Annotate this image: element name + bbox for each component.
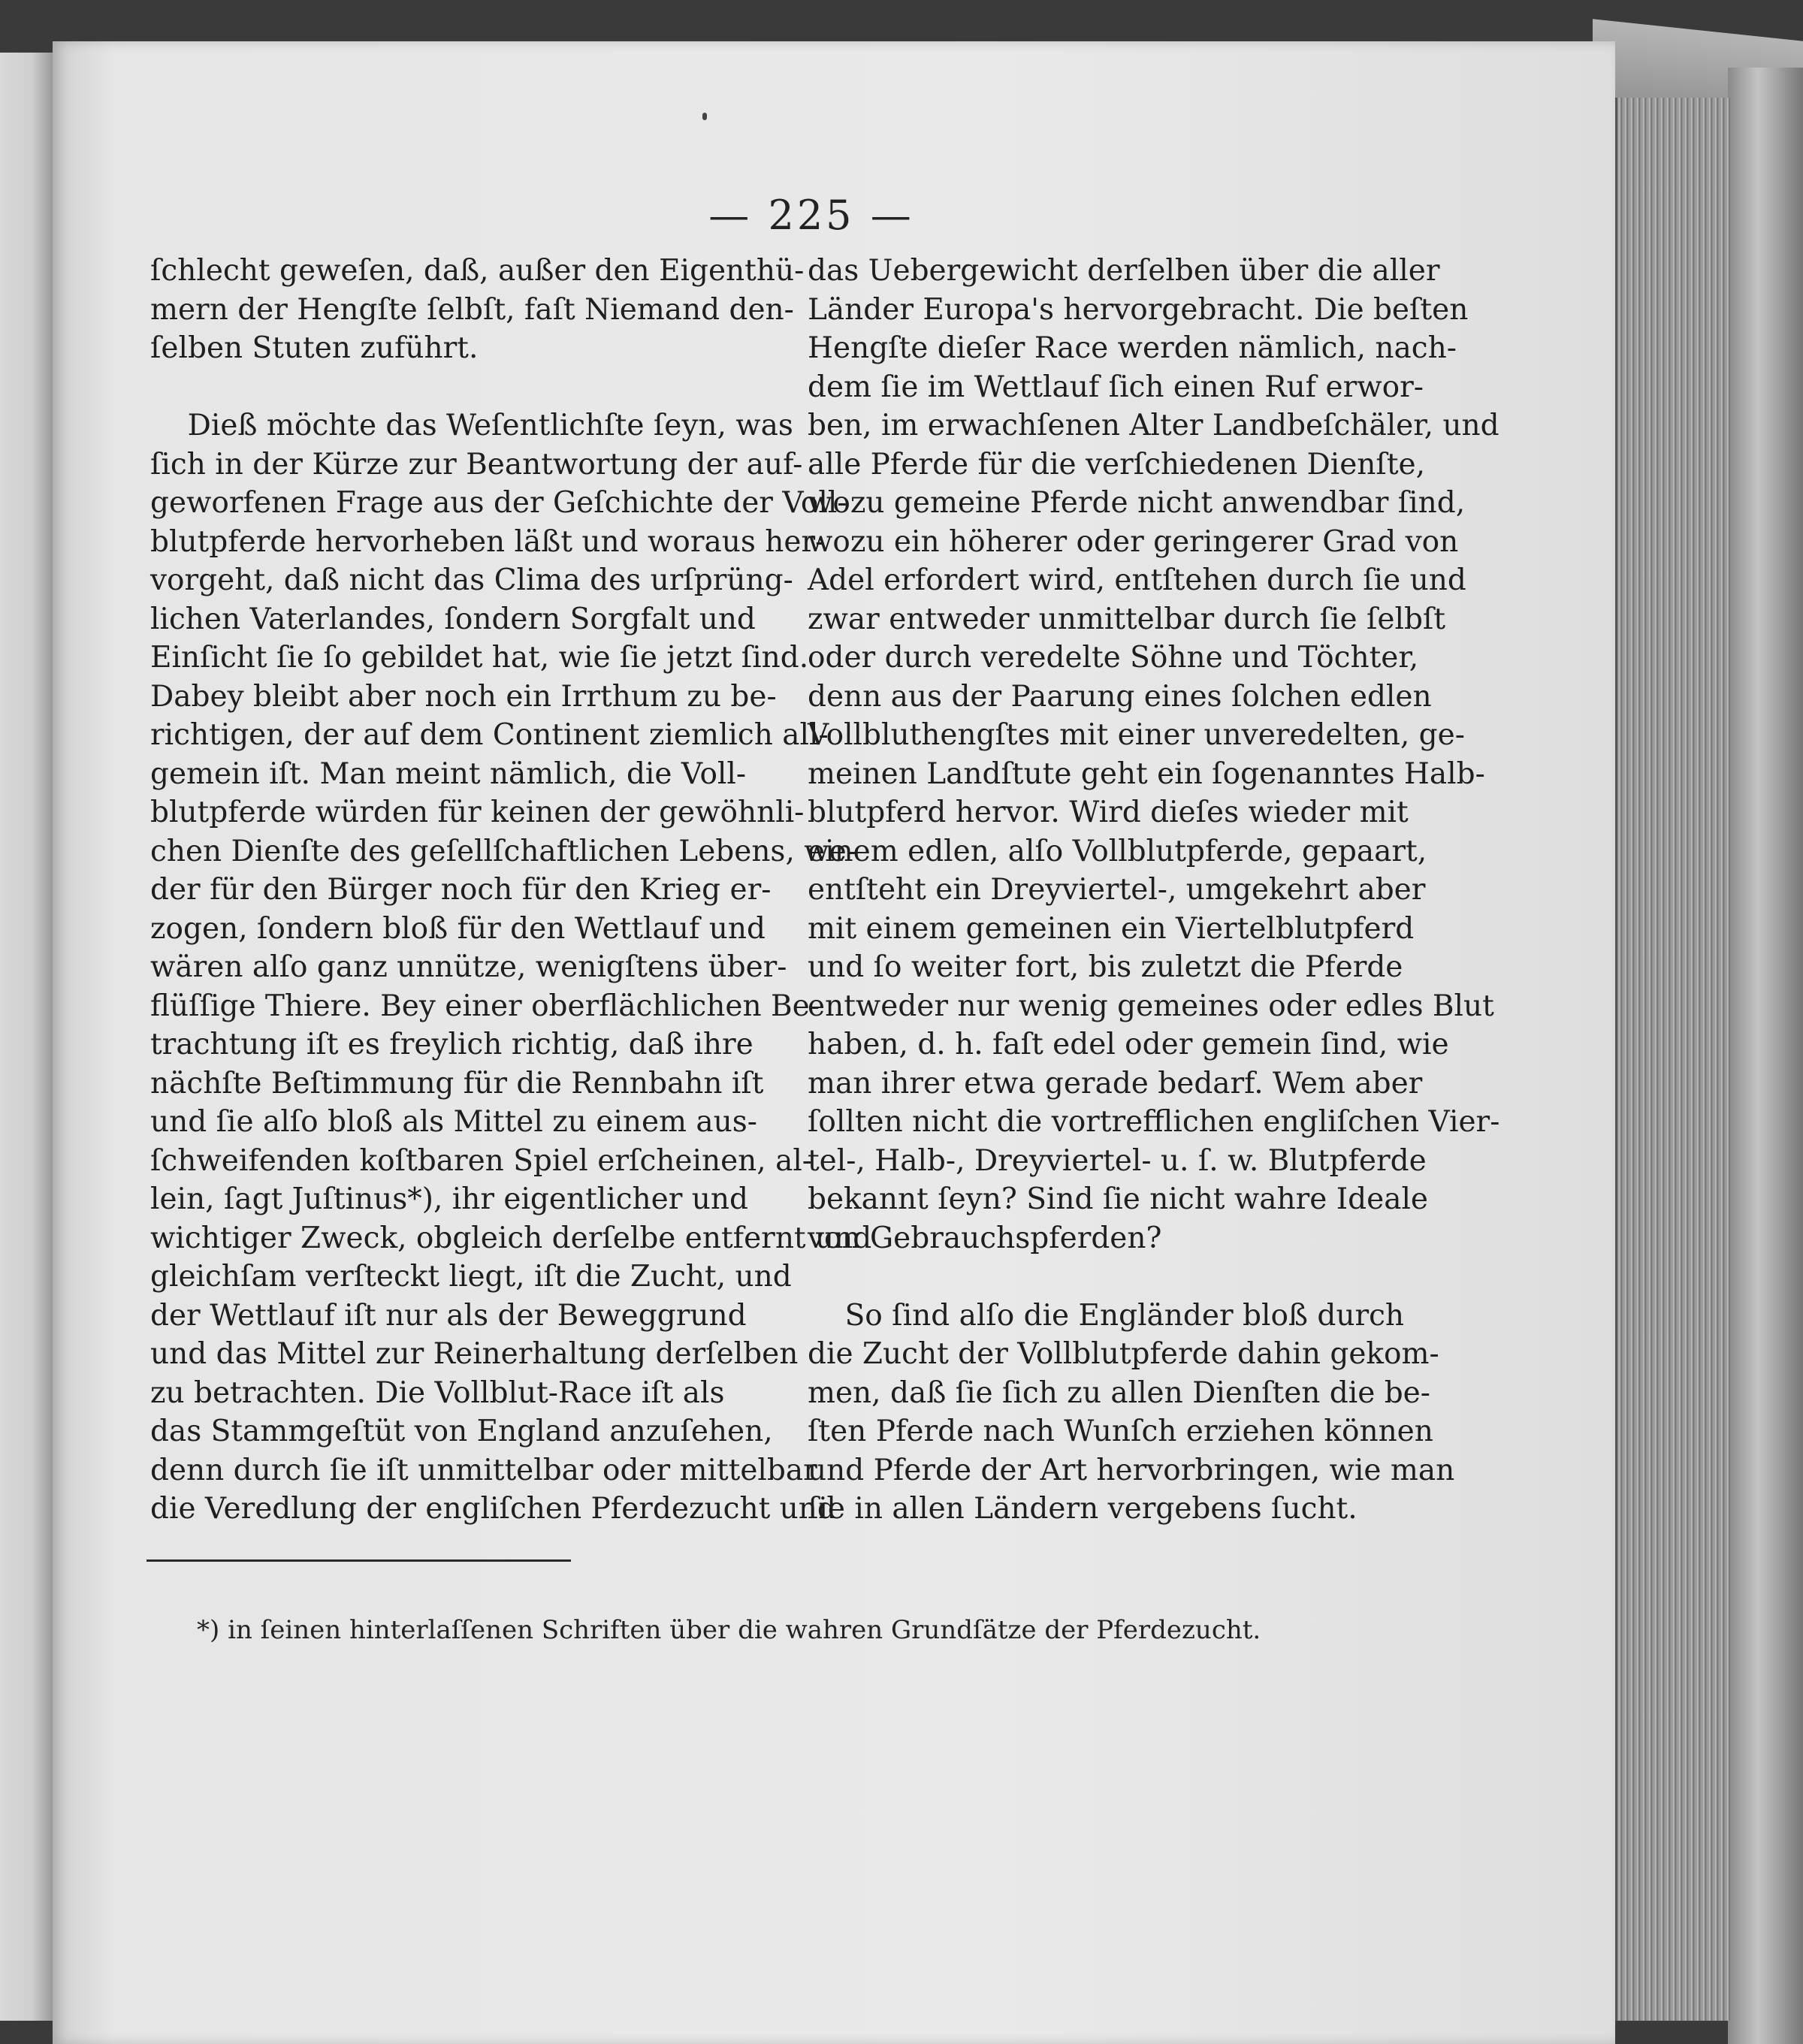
text-line: mit einem gemeinen ein Viertelblutpferd bbox=[808, 911, 1415, 946]
text-line: ben, im erwachſenen Alter Landbeſchäler, und bbox=[808, 409, 1499, 442]
text-line: entſteht ein Dreyviertel-, umgekehrt aber bbox=[808, 873, 1426, 907]
text-line: Vollbluthengſtes mit einer unveredelten, ge- bbox=[808, 718, 1465, 752]
text-line: die Zucht der Vollblutpferde dahin gekom- bbox=[808, 1337, 1439, 1371]
text-line: vorgeht, daß nicht das Clima des urſprüng- bbox=[150, 563, 793, 597]
text-line: tel-, Halb-, Dreyviertel- u. ſ. w. Blutpferde bbox=[808, 1143, 1427, 1178]
text-line: alle Pferde für die verſchiedenen Dienſte, bbox=[808, 447, 1426, 482]
text-line: wären alſo ganz unnütze, wenigſtens über- bbox=[150, 950, 787, 984]
text-line: denn durch ſie iſt unmittelbar oder mittelbar bbox=[150, 1453, 817, 1487]
text-line: Dieß möchte das Weſentlichſte ſeyn, was bbox=[150, 409, 793, 442]
text-line: flüſſige Thiere. Bey einer oberflächlichen Be- bbox=[150, 989, 820, 1023]
text-line: wozu gemeine Pferde nicht anwendbar ſind, bbox=[808, 486, 1466, 520]
text-line: ſchlecht geweſen, daß, außer den Eigenthü- bbox=[150, 254, 805, 288]
text-line: ſollten nicht die vortrefflichen engliſchen Vier- bbox=[808, 1105, 1500, 1139]
text-line: und ſo weiter fort, bis zuletzt die Pferde bbox=[808, 950, 1403, 984]
paragraph-gap bbox=[150, 368, 781, 407]
text-line: gemein iſt. Man meint nämlich, die Voll- bbox=[150, 756, 747, 791]
footnote-rule bbox=[146, 1559, 571, 1562]
text-line: So ſind alſo die Engländer bloß durch bbox=[808, 1298, 1405, 1333]
ink-speck bbox=[702, 113, 707, 120]
text-line: und das Mittel zur Reinerhaltung derſelben bbox=[150, 1337, 799, 1371]
text-line: ſie in allen Ländern vergebens ſucht. bbox=[808, 1492, 1358, 1526]
text-line: der Wettlauf iſt nur als der Beweggrund bbox=[150, 1298, 747, 1333]
text-line: meinen Landſtute geht ein ſogenanntes Halb- bbox=[808, 756, 1485, 791]
text-line: ſelben Stuten zuführt. bbox=[150, 331, 479, 365]
text-line: Hengſte dieſer Race werden nämlich, nach- bbox=[808, 331, 1457, 365]
text-line: Dabey bleibt aber noch ein Irrthum zu be- bbox=[150, 679, 777, 714]
text-line: die Veredlung der engliſchen Pferdezucht und bbox=[150, 1492, 836, 1526]
text-line: bekannt ſeyn? Sind ſie nicht wahre Ideale bbox=[808, 1182, 1429, 1216]
text-line: man ihrer etwa gerade bedarf. Wem aber bbox=[808, 1066, 1423, 1100]
paragraph-gap bbox=[808, 1257, 1439, 1297]
text-line: richtigen, der auf dem Continent ziemlich all- bbox=[150, 718, 829, 752]
text-line: blutpferd hervor. Wird dieſes wieder mit bbox=[808, 796, 1409, 829]
text-line: blutpferde hervorheben läßt und woraus her- bbox=[150, 524, 826, 559]
text-line: zogen, ſondern bloß für den Wettlauf und bbox=[150, 911, 766, 946]
book-cover-edge bbox=[1728, 68, 1803, 2044]
text-line: gleichſam verſteckt liegt, iſt die Zucht, und bbox=[150, 1260, 792, 1294]
text-line: ſten Pferde nach Wunſch erziehen können bbox=[808, 1414, 1433, 1448]
text-line: das Uebergewicht derſelben über die aller bbox=[808, 254, 1440, 288]
text-line: das Stammgeſtüt von England anzuſehen, bbox=[150, 1414, 773, 1448]
text-line: einem edlen, alſo Vollblutpferde, gepaart, bbox=[808, 834, 1427, 868]
text-line: entweder nur wenig gemeines oder edles Blut bbox=[808, 989, 1494, 1023]
text-line: wichtiger Zweck, obgleich derſelbe entfernt und bbox=[150, 1221, 872, 1255]
text-line: trachtung iſt es freylich richtig, daß ihre bbox=[150, 1028, 754, 1061]
previous-page-edge bbox=[0, 53, 53, 2021]
page-stack-edges bbox=[1615, 98, 1730, 2021]
text-line: oder durch veredelte Söhne und Töchter, bbox=[808, 641, 1419, 675]
text-line: Länder Europa's hervorgebracht. Die beſten bbox=[808, 292, 1469, 327]
text-line: und ſie alſo bloß als Mittel zu einem aus- bbox=[150, 1105, 757, 1139]
text-line: wozu ein höherer oder geringerer Grad von bbox=[808, 524, 1459, 559]
text-line: haben, d. h. faſt edel oder gemein ſind, wie bbox=[808, 1028, 1449, 1061]
text-line: von Gebrauchspferden? bbox=[808, 1221, 1162, 1255]
right-text-column bbox=[808, 252, 1500, 1529]
text-line: dem ſie im Wettlauf ſich einen Ruf erwor- bbox=[808, 370, 1424, 404]
text-line: zu betrachten. Die Vollblut-Race iſt als bbox=[150, 1375, 725, 1410]
text-line: nächſte Beſtimmung für die Rennbahn iſt bbox=[150, 1066, 764, 1100]
left-text-column bbox=[150, 252, 872, 1529]
text-line: Einſicht ſie ſo gebildet hat, wie ſie jetzt ſind. bbox=[150, 641, 809, 675]
text-line: geworfenen Frage aus der Geſchichte der Voll- bbox=[150, 486, 847, 520]
text-line: ſich in der Kürze zur Beantwortung der auf- bbox=[150, 447, 803, 482]
text-line: ſchweifenden koſtbaren Spiel erſcheinen, al- bbox=[150, 1143, 812, 1178]
text-line: zwar entweder unmittelbar durch ſie ſelbſt bbox=[808, 602, 1446, 636]
text-line: men, daß ſie ſich zu allen Dienſten die be- bbox=[808, 1375, 1430, 1410]
text-line: chen Dienſte des geſellſchaftlichen Lebens, we- bbox=[150, 834, 856, 868]
text-line: Adel erfordert wird, entſtehen durch ſie und bbox=[808, 563, 1466, 597]
text-line: lein, ſagt Juſtinus*), ihr eigentlicher und bbox=[150, 1182, 748, 1216]
text-line: und Pferde der Art hervorbringen, wie man bbox=[808, 1453, 1455, 1487]
footnote: *) in ſeinen hinterlaſſenen Schriften über die wahren Grundſätze der Pferdezucht. bbox=[197, 1615, 1261, 1645]
text-line: blutpferde würden für keinen der gewöhnli- bbox=[150, 796, 805, 829]
text-line: denn aus der Paarung eines ſolchen edlen bbox=[808, 679, 1432, 714]
text-line: der für den Bürger noch für den Krieg er- bbox=[150, 873, 772, 907]
text-line: mern der Hengſte ſelbſt, faſt Niemand den- bbox=[150, 292, 794, 327]
page-number: — 225 — bbox=[708, 192, 914, 239]
text-line: lichen Vaterlandes, ſondern Sorgfalt und bbox=[150, 602, 756, 636]
